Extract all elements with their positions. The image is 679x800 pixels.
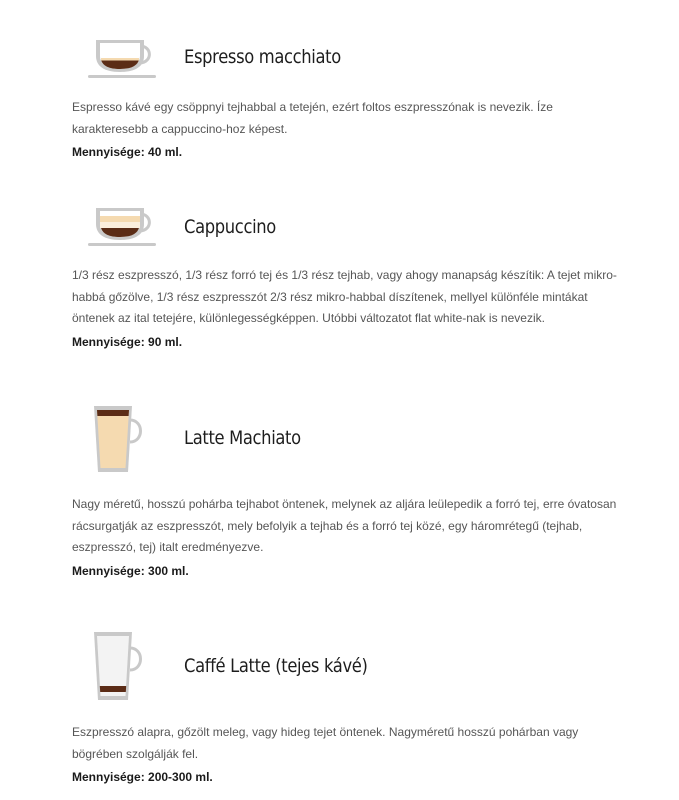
drink-amount: Mennyisége: 300 ml. — [72, 564, 189, 578]
drink-description: Nagy méretű, hosszú pohárba tejhabot öntenek, melynek az aljára leülepedik a forró tej, erre óvatosan rácsurgatják az eszpresszót, mely befolyik a tejhab és a forró tej közé, egy háromrétegű (tejhab, eszpresszó, tej) italt eredményezve. — [72, 497, 617, 554]
drink-description: 1/3 rész eszpresszó, 1/3 rész forró tej és 1/3 rész tejhab, vagy ahogy manapság készítik: A tejet mikro-habbá gőzölve, 1/3 rész eszpresszót 2/3 rész mikro-habbal díszítenek, mellyel különféle mintákat öntenek az ital tetejére, különlegességképpen. Utóbbi változatot flat white-nak is nevezik. — [72, 268, 617, 325]
espresso-macchiato-cup-icon — [82, 36, 162, 84]
drink-description: Espresso kávé egy csöppnyi tejhabbal a tetején, ezért foltos eszpresszónak is nevezik. Íze karakteresebb a cappuccino-hoz képest. — [72, 100, 553, 136]
cappuccino-cup-icon — [82, 204, 162, 252]
drink-amount: Mennyisége: 90 ml. — [72, 335, 183, 349]
drink-title: Latte Machiato — [184, 427, 301, 449]
drink-description: Eszpresszó alapra, gőzölt meleg, vagy hideg tejet öntenek. Nagyméretű hosszú pohárban vagy bögrében szolgálják fel. — [72, 725, 579, 761]
drink-title: Cappuccino — [184, 216, 276, 238]
drink-amount: Mennyisége: 200-300 ml. — [72, 770, 213, 784]
drink-amount: Mennyisége: 40 ml. — [72, 145, 183, 159]
drink-title: Espresso macchiato — [184, 46, 341, 68]
drink-title: Caffé Latte (tejes kávé) — [184, 655, 368, 677]
latte-machiato-glass-icon — [82, 402, 162, 474]
caffe-latte-glass-icon — [82, 630, 162, 702]
